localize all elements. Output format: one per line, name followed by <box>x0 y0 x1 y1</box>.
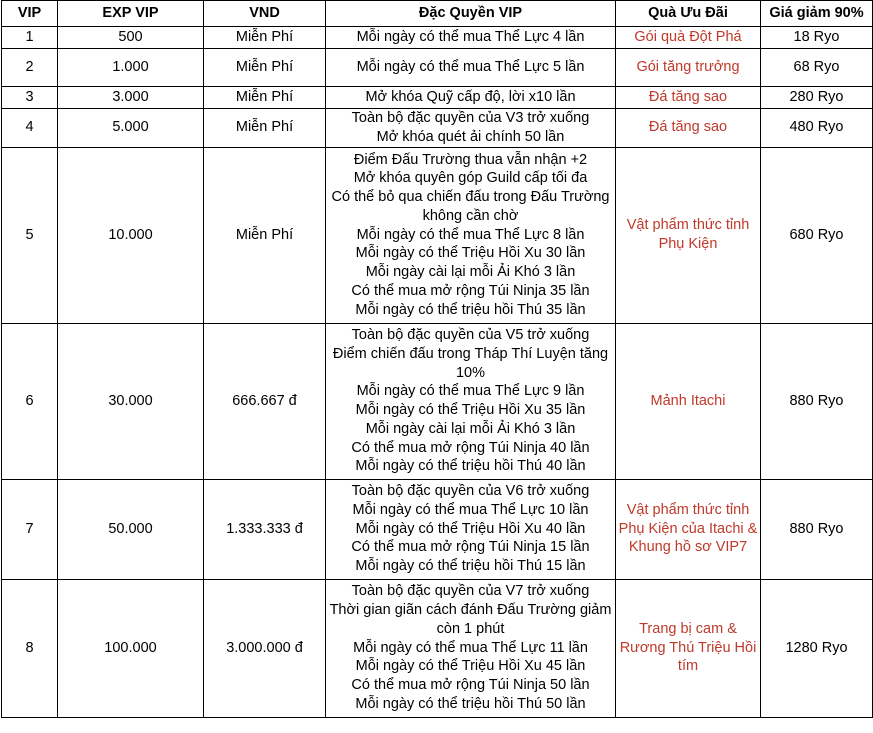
cell-vnd: Miễn Phí <box>204 109 326 148</box>
table-row <box>2 27 873 49</box>
perk-line: Mở khóa quét ải chính 50 lần <box>376 128 565 145</box>
perk-line: Mỗi ngày có thể mua Thể Lực 5 lần <box>356 59 585 76</box>
cell-exp-vip: 10.000 <box>58 147 204 323</box>
perk-line: Mỗi ngày có thể triệu hồi Thú 35 lần <box>355 301 586 318</box>
cell-vnd: 1.333.333 đ <box>204 479 326 579</box>
perk-line: Mỗi ngày có thể mua Thể Lực 4 lần <box>356 29 585 46</box>
perk-line: Mỗi ngày có thể mua Thể Lực 9 lần <box>356 383 585 400</box>
table-row <box>2 579 873 717</box>
cell-price: 680 Ryo <box>761 147 873 323</box>
perk-line: Mỗi ngày có thể mua Thể Lực 8 lần <box>356 226 585 243</box>
cell-vnd: 666.667 đ <box>204 323 326 479</box>
cell-price: 880 Ryo <box>761 323 873 479</box>
cell-perks <box>326 479 616 579</box>
vip-table <box>1 0 873 718</box>
header-vip: VIP <box>2 1 58 27</box>
cell-gift: Gói quà Đột Phá <box>616 27 761 49</box>
perk-line: Mỗi ngày có thể triệu hồi Thú 50 lần <box>355 696 586 713</box>
perk-line: Có thể mua mở rộng Túi Ninja 15 lần <box>351 539 590 556</box>
cell-perks <box>326 323 616 479</box>
header-gift: Quà Ưu Đãi <box>616 1 761 27</box>
perk-line: Điểm Đấu Trường thua vẫn nhận +2 <box>353 151 588 168</box>
cell-gift: Đá tăng sao <box>616 87 761 109</box>
cell-price: 18 Ryo <box>761 27 873 49</box>
cell-vip: 3 <box>2 87 58 109</box>
cell-vip: 1 <box>2 27 58 49</box>
perk-line: Mỗi ngày có thể mua Thể Lực 11 lần <box>353 639 588 656</box>
table-row <box>2 109 873 148</box>
perk-line: Toàn bộ đặc quyền của V7 trở xuống <box>351 583 590 600</box>
perk-line: Mỗi ngày có thể Triệu Hồi Xu 45 lần <box>355 658 586 675</box>
cell-exp-vip: 500 <box>58 27 204 49</box>
perk-line: Mỗi ngày cài lại mỗi Ải Khó 3 lần <box>365 264 576 281</box>
cell-perks <box>326 579 616 717</box>
header-row <box>2 1 873 27</box>
cell-vip: 2 <box>2 49 58 87</box>
cell-perks <box>326 27 616 49</box>
perk-line: Mỗi ngày có thể Triệu Hồi Xu 40 lần <box>355 520 586 537</box>
cell-price: 280 Ryo <box>761 87 873 109</box>
cell-exp-vip: 5.000 <box>58 109 204 148</box>
header-price: Giá giảm 90% <box>761 1 873 27</box>
cell-gift: Gói tăng trưởng <box>616 49 761 87</box>
perk-line: Toàn bộ đặc quyền của V3 trở xuống <box>351 110 590 126</box>
cell-exp-vip: 3.000 <box>58 87 204 109</box>
perk-line: Mỗi ngày có thể triệu hồi Thú 15 lần <box>355 558 586 575</box>
cell-exp-vip: 1.000 <box>58 49 204 87</box>
cell-vnd: 3.000.000 đ <box>204 579 326 717</box>
cell-gift: Mảnh Itachi <box>616 323 761 479</box>
perk-line: Mỗi ngày có thể triệu hồi Thú 40 lần <box>355 458 586 475</box>
perk-line: Có thể mua mở rộng Túi Ninja 50 lần <box>351 677 590 694</box>
perk-line: Điểm chiến đấu trong Tháp Thí Luyện tăng 10% <box>332 345 609 381</box>
table-row <box>2 479 873 579</box>
perk-line: Có thể mua mở rộng Túi Ninja 35 lần <box>351 283 590 300</box>
header-perks: Đặc Quyền VIP <box>326 1 616 27</box>
header-exp-vip: EXP VIP <box>58 1 204 27</box>
cell-price: 480 Ryo <box>761 109 873 148</box>
cell-vip: 8 <box>2 579 58 717</box>
cell-perks <box>326 147 616 323</box>
cell-perks <box>326 109 616 148</box>
cell-vip: 5 <box>2 147 58 323</box>
cell-vip: 6 <box>2 323 58 479</box>
perk-line: Mở khóa Quỹ cấp độ, lời x10 lần <box>365 89 576 106</box>
perk-line: Thời gian giãn cách đánh Đấu Trường giảm còn 1 phút <box>329 602 612 637</box>
cell-vnd: Miễn Phí <box>204 147 326 323</box>
table-row <box>2 49 873 87</box>
perk-line: Mở khóa quyên góp Guild cấp tối đa <box>353 170 588 187</box>
cell-gift: Đá tăng sao <box>616 109 761 148</box>
cell-perks <box>326 49 616 87</box>
perk-line: Mỗi ngày có thể Triệu Hồi Xu 30 lần <box>355 245 586 262</box>
table-row <box>2 323 873 479</box>
table-row <box>2 147 873 323</box>
perk-line: Mỗi ngày có thể Triệu Hồi Xu 35 lần <box>355 402 586 419</box>
cell-vip: 4 <box>2 109 58 148</box>
perk-line: Toàn bộ đặc quyền của V6 trở xuống <box>351 483 590 500</box>
header-vnd: VND <box>204 1 326 27</box>
cell-vnd: Miễn Phí <box>204 49 326 87</box>
cell-exp-vip: 50.000 <box>58 479 204 579</box>
cell-vnd: Miễn Phí <box>204 87 326 109</box>
cell-exp-vip: 100.000 <box>58 579 204 717</box>
cell-exp-vip: 30.000 <box>58 323 204 479</box>
cell-perks <box>326 87 616 109</box>
cell-vnd: Miễn Phí <box>204 27 326 49</box>
perk-line: Có thể mua mở rộng Túi Ninja 40 lần <box>351 439 590 456</box>
cell-gift: Vật phẩm thức tỉnh Phụ Kiện <box>616 147 761 323</box>
cell-price: 880 Ryo <box>761 479 873 579</box>
perk-line: Toàn bộ đặc quyền của V5 trở xuống <box>351 326 590 343</box>
cell-vip: 7 <box>2 479 58 579</box>
perk-line: Có thể bỏ qua chiến đấu trong Đấu Trường không cần chờ <box>331 189 610 224</box>
cell-gift: Trang bị cam & Rương Thú Triệu Hồi tím <box>616 579 761 717</box>
table-body <box>2 27 873 718</box>
table-row <box>2 87 873 109</box>
cell-price: 1280 Ryo <box>761 579 873 717</box>
perk-line: Mỗi ngày cài lại mỗi Ải Khó 3 lần <box>365 420 576 437</box>
cell-price: 68 Ryo <box>761 49 873 87</box>
cell-gift: Vật phẩm thức tỉnh Phụ Kiện của Itachi & Khung hồ sơ VIP7 <box>616 479 761 579</box>
perk-line: Mỗi ngày có thể mua Thể Lực 10 lần <box>352 501 589 518</box>
